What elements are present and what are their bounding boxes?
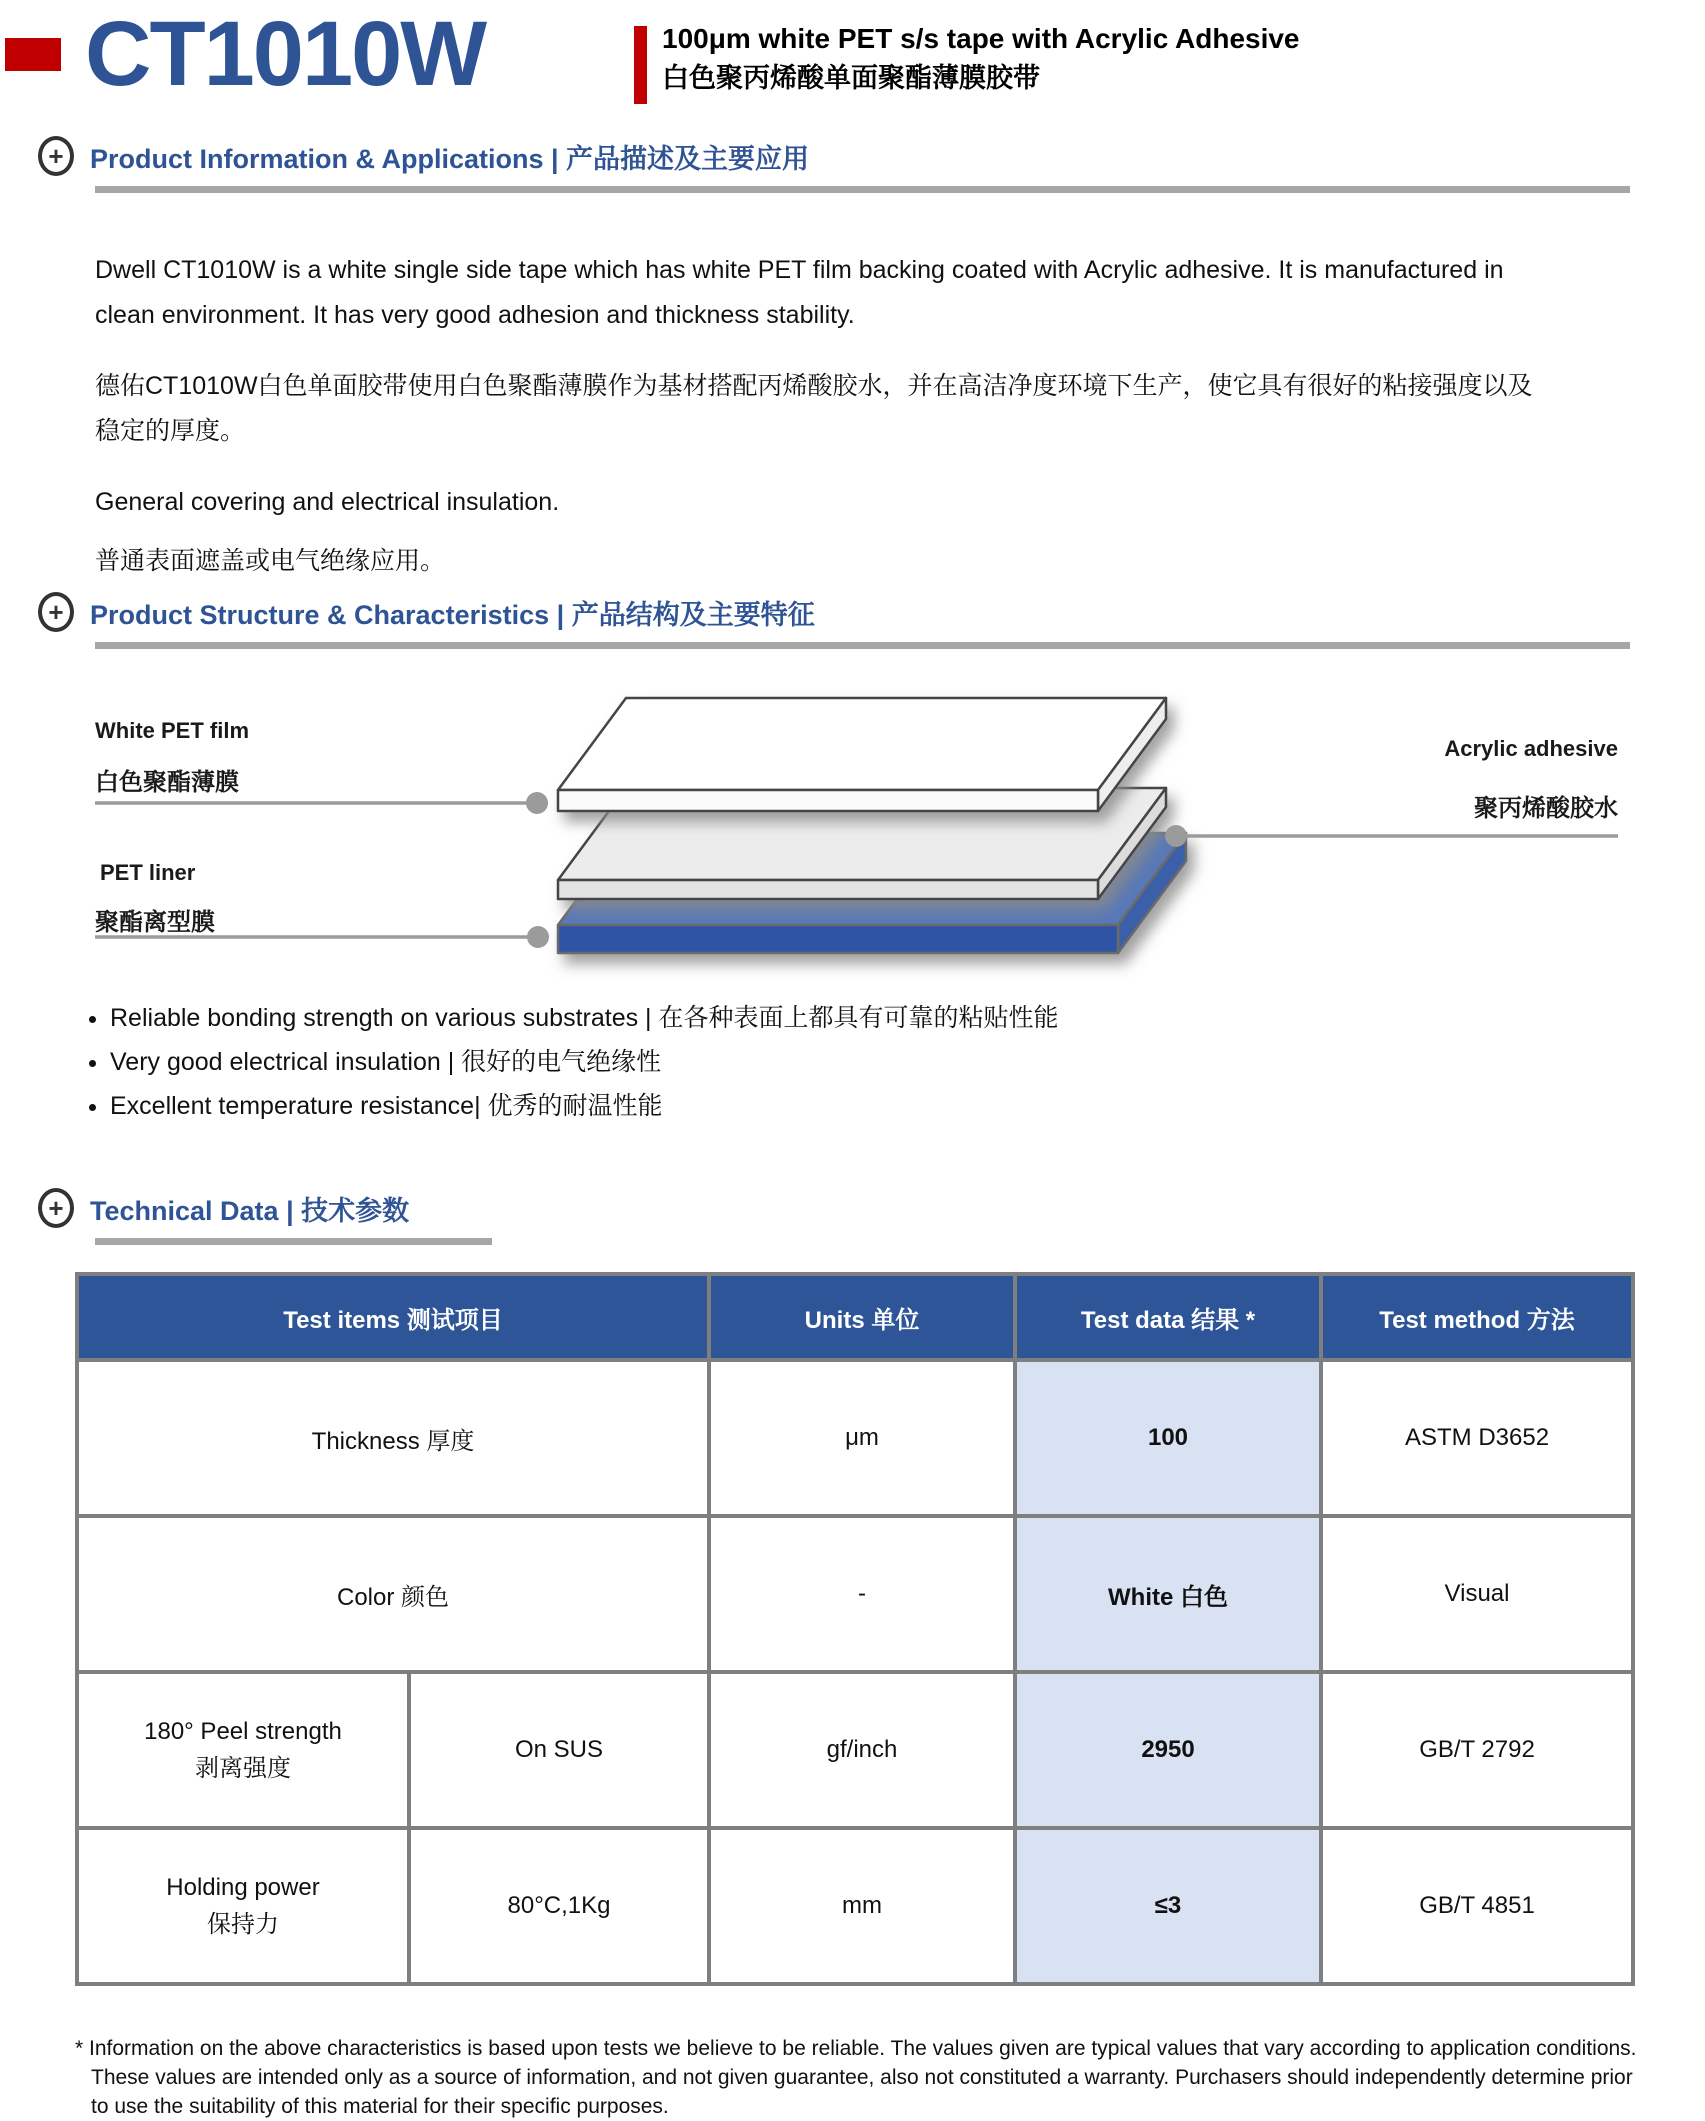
- cell-test-condition: On SUS: [409, 1672, 709, 1828]
- characteristic-item: • Very good electrical insulation | 很好的电气绝缘性: [110, 1040, 1610, 1084]
- section-product-structure: [38, 592, 1630, 649]
- label-white-pet-film-en: White PET film: [95, 718, 249, 743]
- cell-test-item: [77, 1828, 409, 1984]
- layer-stack-illustration: [0, 680, 1705, 990]
- tape-structure-diagram: [0, 680, 1705, 990]
- cell-test-data: White 白色: [1015, 1516, 1321, 1672]
- circled-plus-icon: +: [38, 592, 74, 632]
- test-item-line-en: Holding power: [166, 1873, 320, 1901]
- col-header-test-method: Test method 方法: [1321, 1274, 1633, 1360]
- section-heading-row: [38, 136, 1630, 176]
- section-heading-row: [38, 1188, 1630, 1228]
- header-titles: [662, 22, 1300, 94]
- label-acrylic-adhesive-zh: 聚丙烯酸胶水: [1474, 795, 1618, 822]
- cell-test-item: Color 颜色: [77, 1516, 709, 1672]
- test-item-line-zh: 剥离强度: [195, 1755, 291, 1782]
- table-header-row: [77, 1274, 1633, 1360]
- table-row-peel-strength: [77, 1672, 1633, 1828]
- product-info-paragraphs: [95, 248, 1540, 610]
- white-pet-film-layer: [558, 698, 1166, 811]
- section-heading-row: [38, 592, 1630, 632]
- table-row-holding-power: [77, 1828, 1633, 1984]
- cell-test-condition: 80°C,1Kg: [409, 1828, 709, 1984]
- header-divider-bar: [634, 26, 647, 104]
- cell-units: μm: [709, 1360, 1015, 1516]
- section-title: Product Structure & Characteristics | 产品结构及主要特征: [90, 599, 815, 630]
- application-paragraph-zh: 普通表面遮盖或电气绝缘应用。: [95, 547, 446, 575]
- label-acrylic-adhesive-en: Acrylic adhesive: [1444, 736, 1618, 761]
- section-rule: [95, 186, 1630, 193]
- section-product-information: [38, 136, 1630, 193]
- col-header-units: Units 单位: [709, 1274, 1015, 1360]
- technical-data-table: [75, 1272, 1635, 1986]
- characteristics-list: [78, 996, 1610, 1128]
- cell-test-data: 100: [1015, 1360, 1321, 1516]
- cell-test-item: [77, 1672, 409, 1828]
- characteristic-item: • Excellent temperature resistance| 优秀的耐温性能: [110, 1084, 1610, 1128]
- cell-test-data: 2950: [1015, 1672, 1321, 1828]
- circled-plus-icon: +: [38, 136, 74, 176]
- disclaimer-footnote: * Information on the above characteristics is based upon tests we believe to be reliable. The values given are typical values that vary according to application conditions. These values are intended only as a source of information, and not given guarantee, also not constituted a warranty. Purchasers should independently determine prior to use the suitability of this material for their specific purposes.: [75, 2037, 1637, 2118]
- cell-test-method: Visual: [1321, 1516, 1633, 1672]
- cell-units: -: [709, 1516, 1015, 1672]
- test-item-line-en: 180° Peel strength: [144, 1717, 342, 1745]
- cell-units: mm: [709, 1828, 1015, 1984]
- product-title-zh: 白色聚丙烯酸单面聚酯薄膜胶带: [662, 62, 1040, 93]
- section-technical-data: [38, 1188, 1630, 1245]
- cell-test-method: GB/T 2792: [1321, 1672, 1633, 1828]
- col-header-test-data: Test data 结果 *: [1015, 1274, 1321, 1360]
- section-rule: [95, 1238, 492, 1245]
- description-paragraph-zh: 德佑CT1010W白色单面胶带使用白色聚酯薄膜作为基材搭配丙烯酸胶水，并在高洁净度环境下生产，使它具有很好的粘接强度以及稳定的厚度。: [95, 372, 1533, 445]
- cell-units: gf/inch: [709, 1672, 1015, 1828]
- product-title-en: 100μm white PET s/s tape with Acrylic Adhesive: [662, 23, 1300, 54]
- application-paragraph-en: General covering and electrical insulation.: [95, 488, 560, 516]
- table-row-thickness: [77, 1360, 1633, 1516]
- section-title: Technical Data | 技术参数: [90, 1195, 410, 1226]
- characteristic-item: • Reliable bonding strength on various substrates | 在各种表面上都具有可靠的粘贴性能: [110, 996, 1610, 1040]
- brand-dash-decoration: [5, 38, 61, 71]
- cell-test-method: GB/T 4851: [1321, 1828, 1633, 1984]
- section-title: Product Information & Applications | 产品描述及主要应用: [90, 143, 810, 174]
- circled-plus-icon: +: [38, 1188, 74, 1228]
- test-item-line-zh: 保持力: [207, 1911, 279, 1938]
- section-rule: [95, 642, 1630, 649]
- label-pet-liner-zh: 聚酯离型膜: [95, 909, 215, 936]
- label-pet-liner-en: PET liner: [100, 860, 196, 885]
- cell-test-method: ASTM D3652: [1321, 1360, 1633, 1516]
- label-white-pet-film-zh: 白色聚酯薄膜: [95, 769, 239, 796]
- table-row-color: [77, 1516, 1633, 1672]
- cell-test-item: Thickness 厚度: [77, 1360, 709, 1516]
- product-code: CT1010W: [85, 3, 486, 105]
- col-header-test-items: Test items 测试项目: [77, 1274, 709, 1360]
- description-paragraph-en: Dwell CT1010W is a white single side tape which has white PET film backing coated with Acrylic adhesive. It is manufactured in clean environment. It has very good adhesion and thickness stability.: [95, 256, 1504, 329]
- cell-test-data: ≤3: [1015, 1828, 1321, 1984]
